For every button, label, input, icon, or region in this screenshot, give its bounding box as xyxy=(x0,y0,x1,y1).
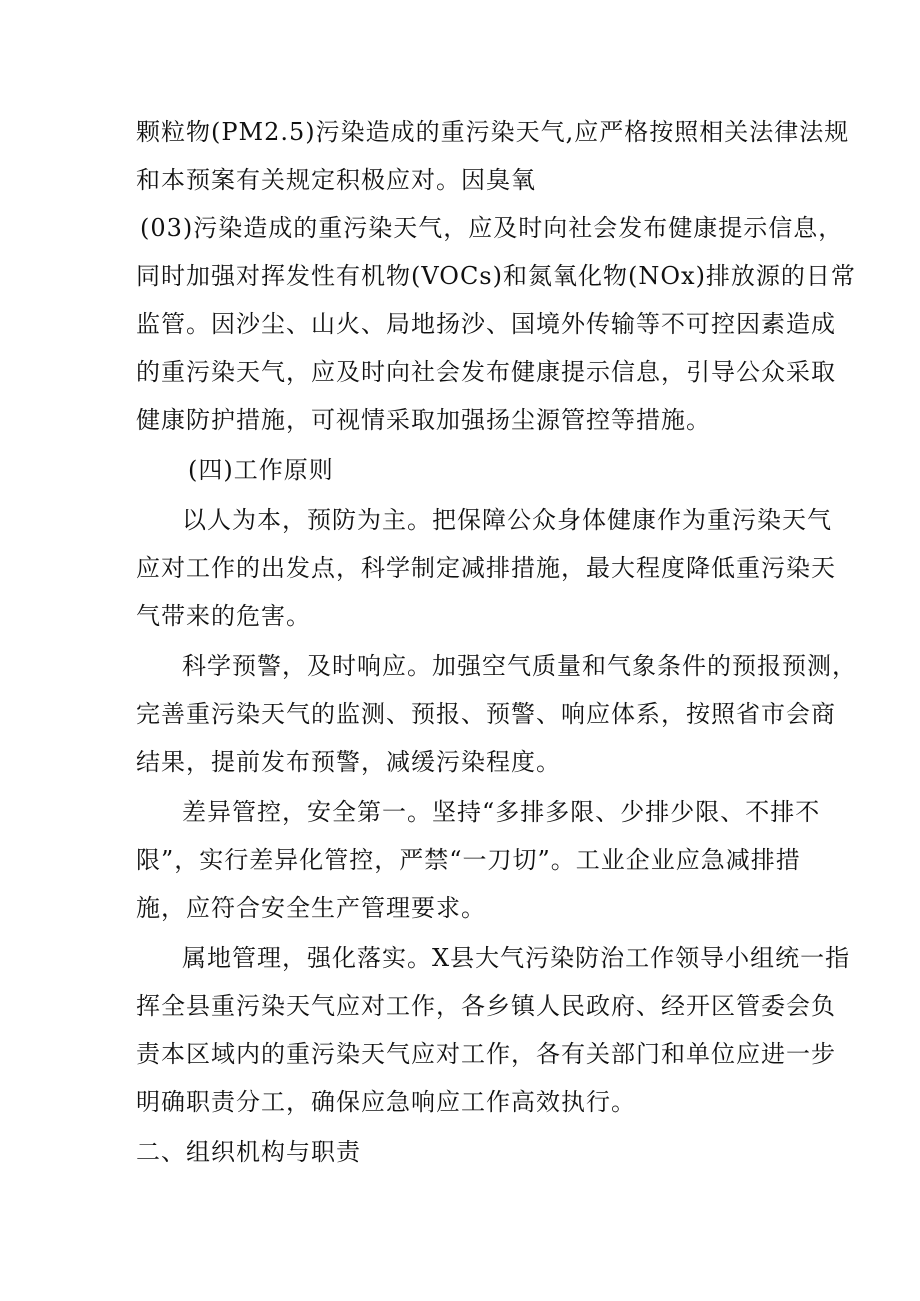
text-line: 的重污染天气，应及时向社会发布健康提示信息，引导公众采取 xyxy=(136,358,836,386)
text-line: 监管。因沙尘、山火、局地扬沙、国境外传输等不可控因素造成 xyxy=(136,310,836,338)
text-line: 和本预案有关规定积极应对。因臭氧 xyxy=(136,166,536,194)
text-line: 施，应符合安全生产管理要求。 xyxy=(136,894,486,922)
text-line: 颗粒物(PM2.5)污染造成的重污染天气,应严格按照相关法律法规 xyxy=(136,118,850,146)
text-line: 以人为本，预防为主。把保障公众身体健康作为重污染天气 xyxy=(182,506,832,534)
text-line: 应对工作的出发点，科学制定减排措施，最大程度降低重污染天 xyxy=(136,554,836,582)
text-line: 科学预警，及时响应。加强空气质量和气象条件的预报预测， xyxy=(182,652,857,680)
text-line: (03)污染造成的重污染天气，应及时向社会发布健康提示信息， xyxy=(140,214,844,242)
section-heading: 二、组织机构与职责 xyxy=(136,1138,361,1166)
text-line: 健康防护措施，可视情采取加强扬尘源管控等措施。 xyxy=(136,406,711,434)
text-line: 属地管理，强化落实。X县大气污染防治工作领导小组统一指 xyxy=(182,944,851,972)
section-heading: (四)工作原则 xyxy=(188,456,334,484)
text-line: 同时加强对挥发性有机物(VOCs)和氮氧化物(NOx)排放源的日常 xyxy=(136,262,856,290)
text-line: 限”，实行差异化管控，严禁“一刀切”。工业企业应急减排措 xyxy=(136,846,801,874)
text-line: 责本区域内的重污染天气应对工作，各有关部门和单位应进一步 xyxy=(136,1040,836,1068)
text-line: 气带来的危害。 xyxy=(136,602,311,630)
text-line: 差异管控，安全第一。坚持“多排多限、少排少限、不排不 xyxy=(182,798,821,826)
text-line: 挥全县重污染天气应对工作，各乡镇人民政府、经开区管委会负 xyxy=(136,992,836,1020)
text-line: 明确职责分工，确保应急响应工作高效执行。 xyxy=(136,1088,636,1116)
text-line: 完善重污染天气的监测、预报、预警、响应体系，按照省市会商 xyxy=(136,700,836,728)
text-line: 结果，提前发布预警，减缓污染程度。 xyxy=(136,748,561,776)
